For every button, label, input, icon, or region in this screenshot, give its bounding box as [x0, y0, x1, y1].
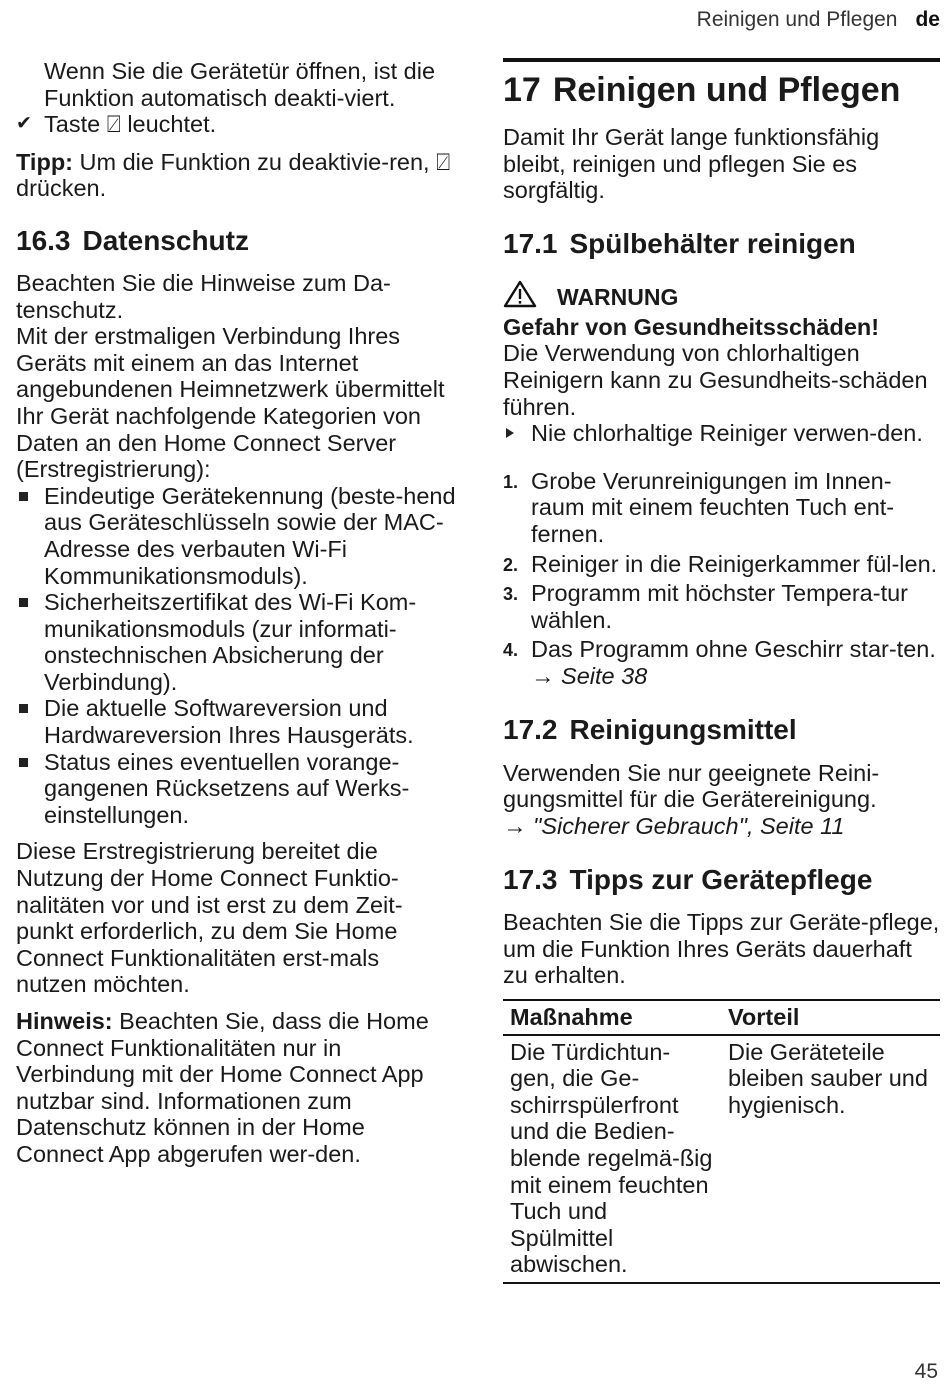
header-title: Reinigen und Pflegen	[696, 8, 898, 31]
table-row	[503, 1035, 940, 1283]
section-title: Tipps zur Gerätepflege	[569, 864, 873, 896]
chapter-intro: Damit Ihr Gerät lange funktionsfähig bleibt, reinigen und pflegen Sie es sorgfältig.	[503, 124, 880, 204]
section-title: Reinigungsmittel	[569, 713, 797, 745]
step-text: Reiniger in die Reinigerkammer fül-len.	[531, 550, 938, 577]
privacy-intro: Beachten Sie die Hinweise zum Da-tenschutz.	[16, 269, 391, 323]
steps-list	[503, 468, 940, 690]
tip-label: Tipp:	[16, 148, 73, 175]
list-item: Eindeutige Gerätekennung (beste-hend aus Geräteschlüsseln sowie der MAC-Adresse des verbauten Wi-Fi Kommunikationsmoduls).	[16, 483, 456, 589]
step-number: 2.	[503, 554, 519, 575]
step-text: Das Programm ohne Geschirr star-ten.	[531, 636, 936, 663]
warning-subtitle: Gefahr von Gesundheitsschäden!	[503, 313, 880, 340]
warning-header	[503, 280, 940, 314]
warning-block	[503, 280, 940, 447]
section-title: Spülbehälter reinigen	[569, 227, 856, 259]
care-tips-table	[503, 999, 940, 1284]
step-text: Programm mit höchster Tempera-tur wählen.	[531, 580, 908, 633]
registration-paragraph: Diese Erstregistrierung bereitet die Nutzung der Home Connect Funktio-nalitäten vor und ist erst zu dem Zeit-punkt erforderlich, zu dem Sie Home Connect Funktionalitäten erst-mals nutzen möchten.	[16, 838, 403, 998]
section-number: 16.3	[16, 224, 71, 256]
column-header-measure: Maßnahme	[503, 1000, 721, 1035]
note-paragraph	[16, 1008, 456, 1168]
chapter-heading	[503, 70, 940, 110]
care-tips-text: Beachten Sie die Tipps zur Geräte-pflege, um die Funktion Ihres Geräts dauerhaft zu erhalten.	[503, 909, 940, 989]
running-header	[697, 8, 940, 32]
section-heading-17-2	[503, 714, 940, 746]
step-item	[503, 551, 940, 578]
chapter-title: Reinigen und Pflegen	[552, 71, 901, 109]
privacy-paragraph: Mit der erstmaligen Verbindung Ihres Geräts mit einem an das Internet angebundenen Heimnetzwerk übermittelt Ihr Gerät nachfolgende Kategorien von Daten an den Home Connect Server (Erstregistrierung):	[16, 323, 445, 483]
header-lang: de	[915, 8, 940, 31]
list-item: Die aktuelle Softwareversion und Hardwareversion Ihres Hausgeräts.	[16, 695, 456, 748]
warning-triangle-icon	[503, 280, 537, 314]
list-item: Status eines eventuellen vorange-gangenen Rücksetzens auf Werks-einstellungen.	[16, 749, 456, 829]
chapter-number: 17	[503, 71, 541, 109]
continuation-text: Wenn Sie die Gerätetür öffnen, ist die Funktion automatisch deakti-viert.	[44, 58, 436, 111]
step-item	[503, 468, 940, 548]
section-heading-17-1	[503, 228, 940, 260]
warning-title: WARNUNG	[557, 283, 679, 310]
step-number: 3.	[503, 584, 519, 605]
result-item: ✔ Taste ⍁ leuchtet.	[16, 111, 456, 138]
list-item: Sicherheitszertifikat des Wi-Fi Kom-munikationsmoduls (zur informati-onstechnischen Absicherung der Verbindung).	[16, 589, 456, 695]
step-number: 1.	[503, 471, 519, 492]
table-cell-measure: Die Türdichtun-gen, die Ge-schirrspülerfront und die Bedien-blende regelmä-ßig mit einem feuchten Tuch und Spülmittel abwischen.	[503, 1035, 721, 1283]
table-header-row	[503, 1000, 940, 1035]
column-header-benefit: Vorteil	[721, 1000, 940, 1035]
warning-action: Nie chlorhaltige Reiniger verwen-den.	[503, 420, 940, 447]
note-label: Hinweis:	[16, 1008, 113, 1034]
cleaning-agent-text: Verwenden Sie nur geeignete Reini-gungsmittel für die Gerätereinigung.	[503, 759, 880, 813]
warning-text: Die Verwendung von chlorhaltigen Reinigern kann zu Gesundheits-schäden führen.	[503, 340, 928, 420]
tip-paragraph	[16, 149, 456, 202]
section-number: 17.2	[503, 713, 558, 745]
step-item	[503, 580, 940, 633]
right-column	[503, 58, 940, 1284]
page-reference-link[interactable]: → Seite 38	[531, 662, 648, 689]
safety-reference-link[interactable]: → "Sicherer Gebrauch", Seite 11	[503, 812, 845, 839]
left-column	[16, 58, 456, 1168]
note-text: Beachten Sie, dass die Home Connect Funktionalitäten nur in Verbindung mit der Home Connect App nutzbar sind. Informationen zum Datenschutz können in der Home Connect App abgerufen wer-den.	[16, 1008, 429, 1167]
table-cell-benefit: Die Geräteteile bleiben sauber und hygienisch.	[721, 1035, 940, 1283]
step-number: 4.	[503, 640, 519, 661]
section-heading-16-3	[16, 225, 456, 257]
tip-text: Um die Funktion zu deaktivie-ren, ⍁ drücken.	[16, 148, 451, 202]
section-number: 17.1	[503, 227, 558, 259]
section-number: 17.3	[503, 864, 558, 896]
section-title: Datenschutz	[82, 224, 249, 256]
page-number: 45	[914, 1360, 938, 1383]
chapter-rule	[503, 58, 940, 110]
step-text: Grobe Verunreinigungen im Innen-raum mit einem feuchten Tuch ent-fernen.	[531, 467, 895, 547]
section-heading-17-3	[503, 864, 940, 896]
step-item	[503, 636, 940, 689]
